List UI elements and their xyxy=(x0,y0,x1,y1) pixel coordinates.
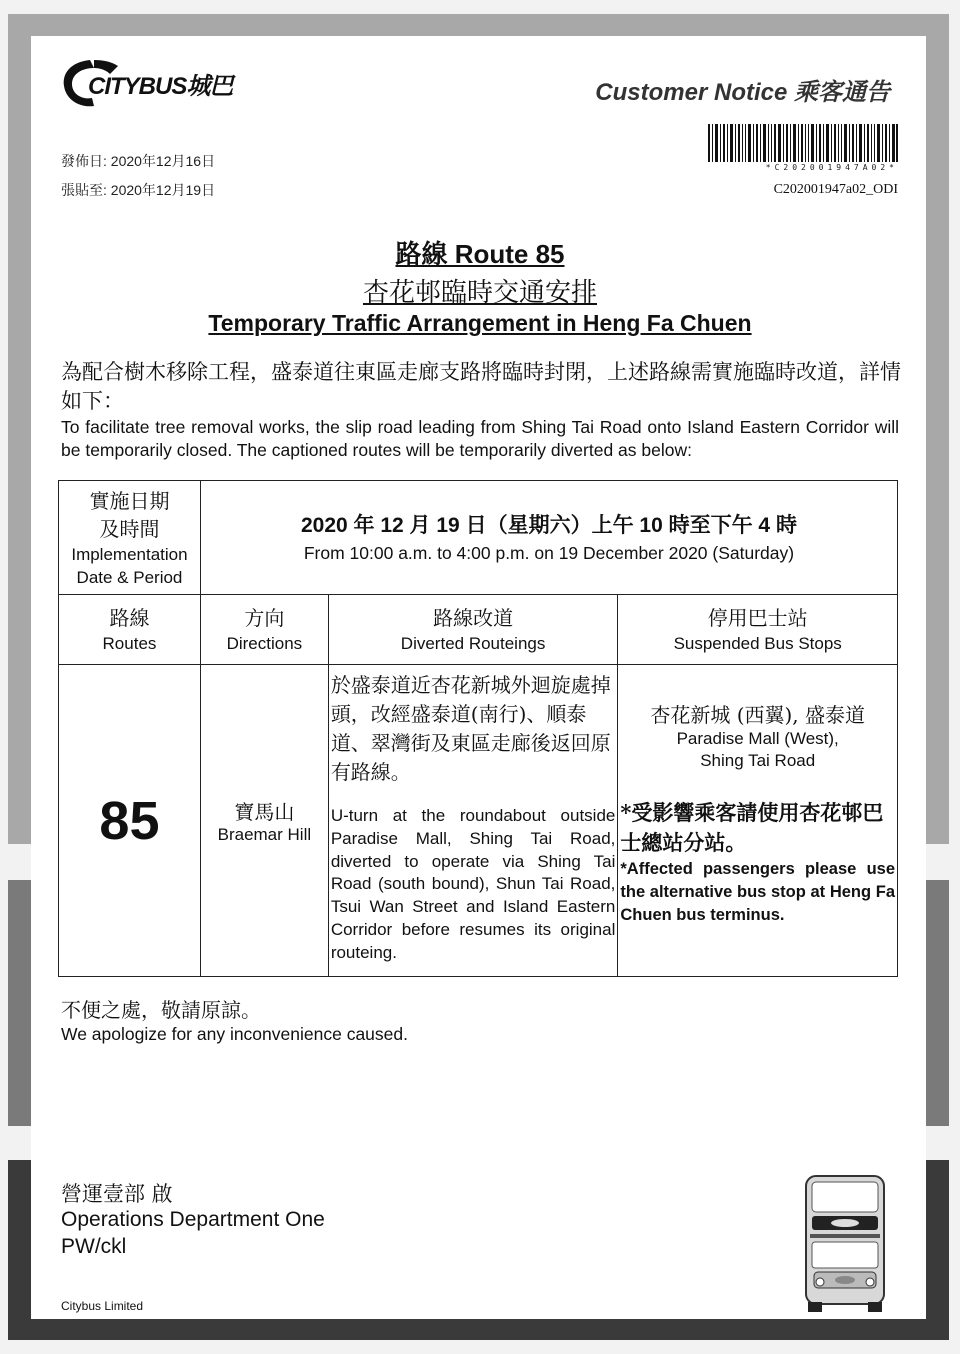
table-row xyxy=(59,665,898,977)
header-diversion xyxy=(328,595,618,665)
double-decker-bus-icon xyxy=(800,1172,890,1314)
post-until-date: 張貼至: 2020年12月19日 xyxy=(61,182,216,198)
reference-number: C202001947a02_ODI xyxy=(773,182,898,197)
title-zh: 杏花邨臨時交通安排 xyxy=(362,278,597,308)
header-row xyxy=(59,595,898,665)
barcode xyxy=(708,124,898,162)
diversion-cell xyxy=(328,665,618,977)
route-number: 85 xyxy=(99,790,160,851)
header-stops-zh: 停用巴士站 xyxy=(707,606,808,630)
impl-label-en-1: Implementation xyxy=(71,544,188,564)
direction-en: Braemar Hill xyxy=(217,825,312,844)
header-routes-en: Routes xyxy=(102,634,157,653)
affected-notice-zh: *受影響乘客請使用杏花邨巴士總站分站。 xyxy=(620,800,884,855)
apology-en: We apologize for any inconvenience caused. xyxy=(61,1024,408,1044)
header-diversion-en: Diverted Routeings xyxy=(400,634,546,653)
impl-label-en-2: Date & Period xyxy=(76,567,183,587)
diversion-en: U-turn at the roundabout outside Paradise Mall, Shing Tai Road, diverted to operate via Shing Tai Road (south bound), Shun Tai Road, Tsui Wan Street and Island Eastern Corridor before resumes its original routeing. xyxy=(330,806,616,962)
department-zh: 營運壹部 啟 xyxy=(61,1182,173,1206)
diversion-zh: 於盛泰道近杏花新城外迴旋處掉頭，改經盛泰道(南行)、順泰道、翠灣街及東區走廊後返回原有路線。 xyxy=(330,673,611,784)
company-name: Citybus Limited xyxy=(61,1299,144,1313)
title-en: Temporary Traffic Arrangement in Heng Fa Chuen xyxy=(208,310,752,336)
implementation-row xyxy=(59,481,898,595)
department-en: Operations Department One xyxy=(61,1208,325,1231)
header-stops-en: Suspended Bus Stops xyxy=(673,634,842,653)
issue-date: 發佈日: 2020年12月16日 xyxy=(61,153,216,169)
header-suspended-stops xyxy=(618,595,898,665)
header-directions-en: Directions xyxy=(226,634,303,653)
arrangement-table xyxy=(58,480,898,977)
header-directions-zh: 方向 xyxy=(244,606,285,630)
impl-label-zh-2: 及時間 xyxy=(99,516,160,541)
barcode-number: *C202001947A02* xyxy=(765,163,898,172)
barcode-icon xyxy=(708,124,898,162)
header-routes xyxy=(59,595,201,665)
citybus-logo xyxy=(60,56,260,112)
suspended-stop-cell xyxy=(618,665,898,977)
route-cell xyxy=(59,665,201,977)
header-directions xyxy=(200,595,328,665)
customer-notice-title: Customer Notice 乘客通告 xyxy=(595,79,890,106)
impl-value-en: From 10:00 a.m. to 4:00 p.m. on 19 December 2020 (Saturday) xyxy=(303,542,795,563)
stop-zh: 杏花新城 (西翼), 盛泰道 xyxy=(650,703,866,727)
affected-notice-en: *Affected passengers please use the alternative bus stop at Heng Fa Chuen bus terminus. xyxy=(620,860,895,924)
impl-label-zh-1: 實施日期 xyxy=(89,488,170,513)
apology-zh: 不便之處，敬請原諒。 xyxy=(61,998,261,1022)
direction-cell xyxy=(200,665,328,977)
stop-en-2: Shing Tai Road xyxy=(700,751,816,770)
direction-zh: 寶馬山 xyxy=(234,800,295,824)
department-code: PW/ckl xyxy=(61,1235,127,1258)
route-title: 路線 Route 85 xyxy=(395,239,565,269)
intro-zh: 為配合樹木移除工程，盛泰道往東區走廊支路將臨時封閉，上述路線需實施臨時改道，詳情如下： xyxy=(61,360,901,413)
stop-en-1: Paradise Mall (West), xyxy=(676,729,839,748)
implementation-label-cell xyxy=(59,481,201,595)
logo-text: CITYBUS城巴 xyxy=(88,73,233,100)
header-routes-zh: 路線 xyxy=(109,606,150,630)
implementation-value-cell xyxy=(200,481,897,595)
impl-value-zh: 2020 年 12 月 19 日（星期六）上午 10 時至下午 4 時 xyxy=(300,513,797,537)
header-diversion-zh: 路線改道 xyxy=(433,606,514,630)
intro-en: To facilitate tree removal works, the slip road leading from Shing Tai Road onto Island Eastern Corridor will be temporarily closed. The captioned routes will be temporarily diverted as below: xyxy=(61,417,899,460)
